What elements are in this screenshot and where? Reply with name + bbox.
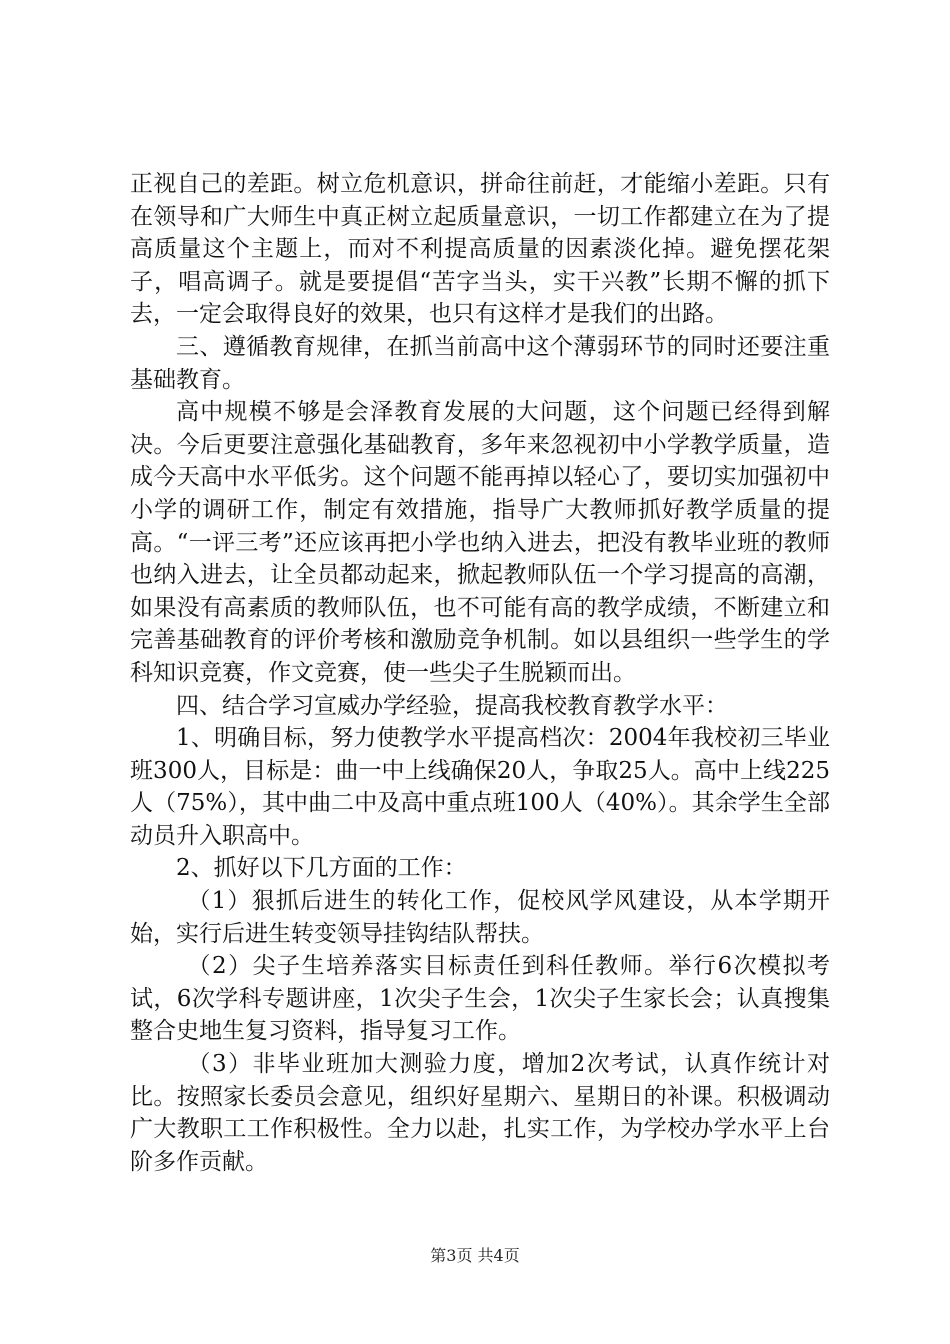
page-footer: 第3页 共4页 <box>430 1246 520 1265</box>
section-heading-four: 四、结合学习宣威办学经验，提高我校教育教学水平： <box>176 692 728 719</box>
subitem-1: （1）狠抓后进生的转化工作，促校风学风建设，从本学期开始，实行后进生转变领导挂钩结队帮扶。 <box>130 888 830 947</box>
subitem-2: （2）尖子生培养落实目标责任到科任教师。举行6次模拟考试，6次学科专题讲座，1次尖子生会，1次尖子生家长会；认真搜集整合史地生复习资料，指导复习工作。 <box>130 953 830 1045</box>
item-goal: 1、明确目标，努力使教学水平提高档次：2004年我校初三毕业班300人，目标是：曲一中上线确保20人，争取25人。高中上线225人（75%），其中曲二中及高中重点班100人（40%）。其余学生全部动员升入职高中。 <box>130 725 830 849</box>
subitem-3: （3）非毕业班加大测验力度，增加2次考试，认真作统计对比。按照家长委员会意见，组织好星期六、星期日的补课。积极调动广大教职工工作积极性。全力以赴，扎实工作，为学校办学水平上台阶多作贡献。 <box>130 1051 830 1175</box>
paragraph-continuation: 正视自己的差距。树立危机意识，拼命往前赶，才能缩小差距。只有在领导和广大师生中真正树立起质量意识，一切工作都建立在为了提高质量这个主题上，而对不利提高质量的因素淡化掉。避免摆花架子，唱高调子。就是要提倡“苦字当头，实干兴教”长期不懈的抓下去，一定会取得良好的效果，也只有这样才是我们的出路。 <box>130 171 830 328</box>
document-body <box>130 168 830 1178</box>
item-work: 2、抓好以下几方面的工作： <box>176 855 467 882</box>
section-heading-three: 三、遵循教育规律，在抓当前高中这个薄弱环节的同时还要注重基础教育。 <box>130 333 830 393</box>
paragraph-basic-education: 高中规模不够是会泽教育发展的大问题，这个问题已经得到解决。今后更要注意强化基础教育，多年来忽视初中小学教学质量，造成今天高中水平低劣。这个问题不能再掉以轻心了，要切实加强初中小学的调研工作，制定有效措施，指导广大教师抓好教学质量的提高。“一评三考”还应该再把小学也纳入进去，把没有教毕业班的教师也纳入进去，让全员都动起来，掀起教师队伍一个学习提高的高潮，如果没有高素质的教师队伍，也不可能有高的教学成绩，不断建立和完善基础教育的评价考核和激励竞争机制。如以县组织一些学生的学科知识竞赛，作文竞赛，使一些尖子生脱颖而出。 <box>130 399 830 686</box>
